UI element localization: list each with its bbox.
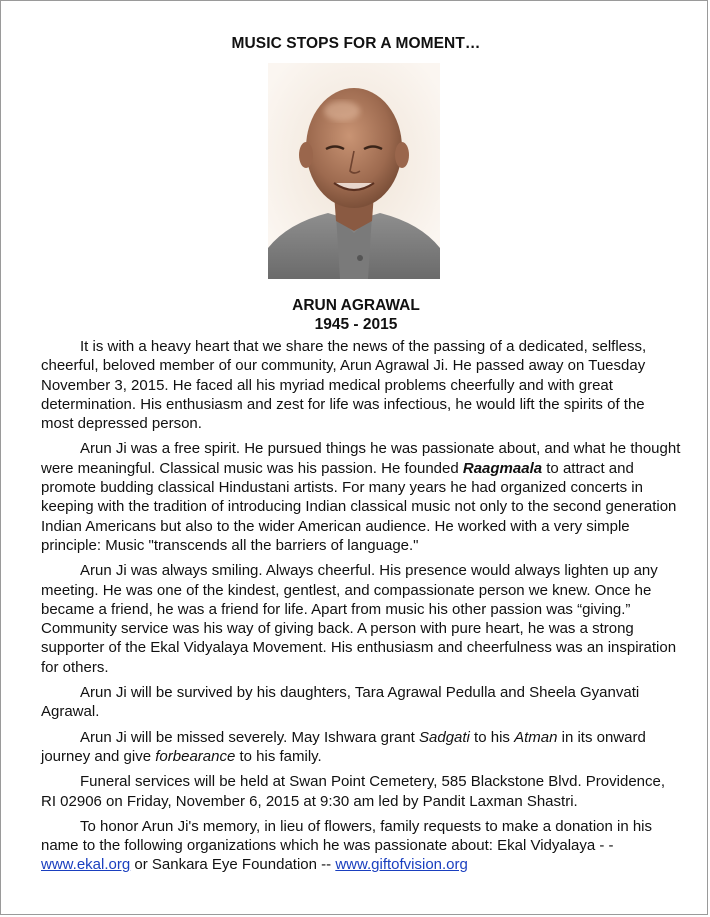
ekal-link[interactable]: www.ekal.org <box>41 856 131 874</box>
paragraph-5-text-a: Arun Ji will be missed severely. May Ishwara grant <box>80 728 420 746</box>
paragraph-1: It is with a heavy heart that we share the news of the passing of a dedicated, selfless, cheerful, beloved member of our community, Arun Agrawal Ji. He passed away on Tuesday November 3, 2015. He faced all his myriad medical problems cheerfully and with great determination. His enthusiasm and zest for life was infectious, he would lift the spirits of the most depressed person. <box>41 338 647 433</box>
paragraph-2-text-b: to attract and promote budding classical Hindustani artists. For many years he had organized concerts in keeping with the tradition of introducing Indian classical music not only to the second generation Indian Americans but also to the wider American audience. He worked with a very simple principle: Music "transcends all the barriers of language." <box>41 459 677 554</box>
paragraph-6: Funeral services will be held at Swan Point Cemetery, 585 Blackstone Blvd. Providence, RI 02906 on Friday, November 6, 2015 at 9:30 am led by Pandit Laxman Shastri. <box>41 773 666 810</box>
paragraph-2-text-a: Arun Ji was a free spirit. He pursued things he was passionate about, and what he thought were meaningful. Classical music was his passion. He founded <box>41 440 681 477</box>
paragraph-7-text-a: To honor Arun Ji's memory, in lieu of flowers, family requests to make a donation in his name to the following organizations which he was passionate about: Ekal Vidyalaya - - <box>41 817 653 855</box>
paragraph-5 <box>41 728 681 767</box>
paragraph-7 <box>41 817 681 875</box>
raagmaala-emphasis: Raagmaala <box>462 459 543 477</box>
obituary-body <box>41 337 681 881</box>
page-title: MUSIC STOPS FOR A MOMENT… <box>231 35 481 52</box>
paragraph-7-text-b: or Sankara Eye Foundation -- <box>130 856 336 874</box>
atman-italic: Atman <box>514 728 558 746</box>
paragraph-3: Arun Ji was always smiling. Always cheerful. His presence would always lighten up any meeting. He was one of the kindest, gentlest, and compassionate person we knew. Once he became a friend, he was a friend for life. Apart from music his other passion was “giving.” Community service was his way of giving back. A person with pure heart, he was a strong supporter of the Ekal Vidyalaya Movement. His enthusiasm and cheerfulness was an inspiration for others. <box>41 562 677 676</box>
forbearance-italic: forbearance <box>155 747 236 765</box>
paragraph-2 <box>41 439 681 555</box>
person-years: 1945 - 2015 <box>314 316 398 333</box>
paragraph-5-text-d: to his family. <box>235 747 322 765</box>
person-name: ARUN AGRAWAL <box>292 297 420 314</box>
giftofvision-link[interactable]: www.giftofvision.org <box>335 856 468 874</box>
sadgati-italic: Sadgati <box>419 728 470 746</box>
portrait-photo <box>268 63 440 279</box>
paragraph-4: Arun Ji will be survived by his daughters, Tara Agrawal Pedulla and Sheela Gyanvati Agrawal. <box>41 684 640 721</box>
paragraph-5-text-b: to his <box>469 728 515 746</box>
paragraph-5-text-c: in its onward journey and give <box>41 728 646 765</box>
